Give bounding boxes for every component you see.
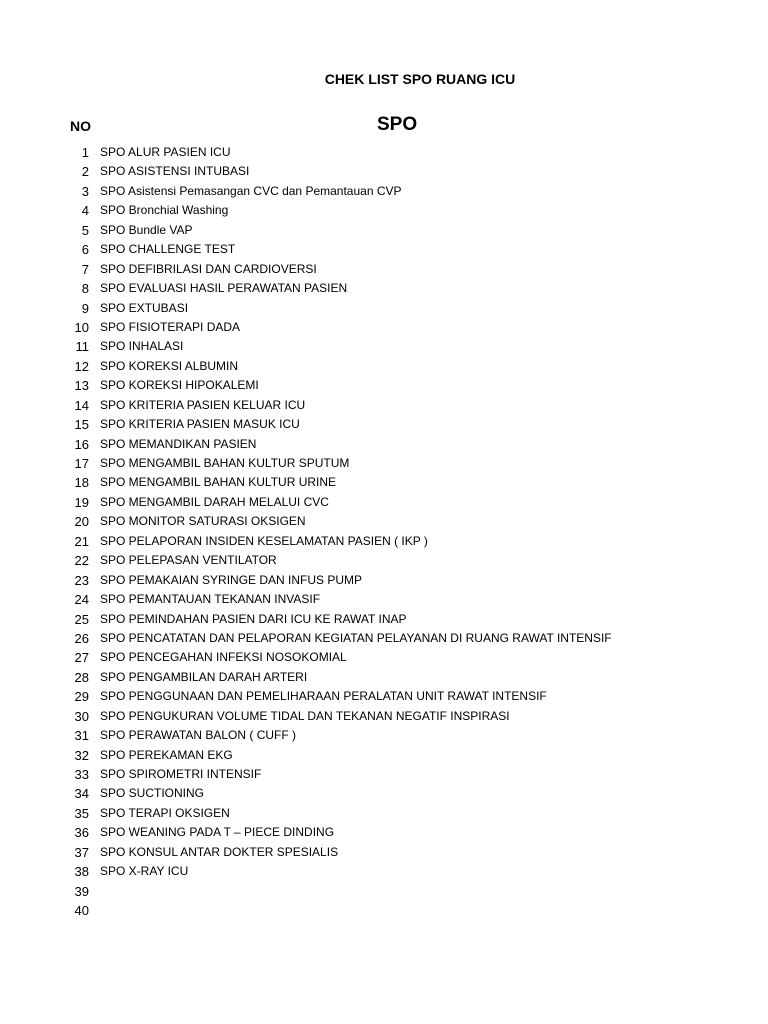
- checklist-row: [0, 610, 768, 629]
- row-spo-name: SPO PEMINDAHAN PASIEN DARI ICU KE RAWAT INAP: [100, 611, 407, 626]
- row-number: 13: [74, 378, 89, 394]
- row-number: 28: [74, 669, 89, 685]
- checklist-row: [0, 337, 768, 356]
- checklist-row: [0, 571, 768, 590]
- checklist-row: [0, 143, 768, 162]
- checklist-row: [0, 240, 768, 259]
- checklist-row: [0, 357, 768, 376]
- row-spo-name: SPO MONITOR SATURASI OKSIGEN: [100, 514, 306, 529]
- row-number: 5: [81, 222, 89, 238]
- row-spo-name: SPO Asistensi Pemasangan CVC dan Pemantauan CVP: [100, 183, 402, 198]
- checklist-row: [0, 435, 768, 454]
- row-spo-name: SPO KONSUL ANTAR DOKTER SPESIALIS: [100, 844, 339, 859]
- checklist-row: [0, 882, 768, 901]
- row-spo-name: SPO PENGUKURAN VOLUME TIDAL DAN TEKANAN NEGATIF INSPIRASI: [100, 708, 510, 723]
- row-number: 3: [81, 183, 89, 199]
- checklist-row: [0, 590, 768, 609]
- checklist-row: [0, 299, 768, 318]
- row-spo-name: SPO WEANING PADA T – PIECE DINDING: [100, 825, 335, 840]
- row-spo-name: SPO DEFIBRILASI DAN CARDIOVERSI: [100, 261, 317, 276]
- checklist-row: [0, 318, 768, 337]
- row-number: 1: [81, 145, 89, 160]
- checklist-row: [0, 726, 768, 745]
- row-number: 25: [74, 611, 89, 627]
- row-spo-name: SPO KRITERIA PASIEN MASUK ICU: [100, 417, 300, 432]
- row-number: 31: [74, 728, 89, 744]
- row-spo-name: SPO KRITERIA PASIEN KELUAR ICU: [100, 397, 306, 412]
- row-spo-name: SPO PEMANTAUAN TEKANAN INVASIF: [100, 592, 321, 607]
- checklist-row: [0, 493, 768, 512]
- row-number: 7: [81, 261, 89, 277]
- checklist-row: [0, 473, 768, 492]
- checklist-row: [0, 182, 768, 201]
- row-spo-name: SPO Bronchial Washing: [100, 203, 229, 218]
- row-spo-name: SPO MENGAMBIL DARAH MELALUI CVC: [100, 494, 329, 509]
- column-header-spo: SPO: [377, 114, 418, 135]
- row-number: 19: [74, 494, 89, 510]
- checklist-row: [0, 765, 768, 784]
- row-number: 17: [74, 456, 89, 471]
- checklist-row: [0, 629, 768, 648]
- row-number: 32: [74, 747, 89, 763]
- row-number: 11: [75, 339, 89, 355]
- checklist-row: [0, 415, 768, 434]
- checklist-row: [0, 162, 768, 181]
- row-spo-name: SPO PEREKAMAN EKG: [100, 747, 233, 762]
- checklist-row: [0, 201, 768, 220]
- row-number: 22: [74, 553, 89, 569]
- row-spo-name: SPO PELAPORAN INSIDEN KESELAMATAN PASIEN ( IKP ): [100, 533, 428, 548]
- row-number: 18: [74, 475, 89, 491]
- checklist-row: [0, 551, 768, 570]
- spo-checklist: [0, 143, 768, 921]
- row-spo-name: SPO PEMAKAIAN SYRINGE DAN INFUS PUMP: [100, 572, 363, 587]
- checklist-row: [0, 221, 768, 240]
- row-number: 33: [74, 767, 89, 782]
- checklist-row: [0, 707, 768, 726]
- checklist-row: [0, 901, 768, 920]
- row-number: 35: [74, 805, 89, 821]
- row-spo-name: SPO ALUR PASIEN ICU: [100, 145, 231, 159]
- row-number: 34: [74, 786, 89, 802]
- checklist-row: [0, 532, 768, 551]
- row-number: 20: [74, 514, 89, 530]
- checklist-row: [0, 512, 768, 531]
- checklist-row: [0, 804, 768, 823]
- row-spo-name: SPO MEMANDIKAN PASIEN: [100, 436, 257, 451]
- row-number: 14: [74, 397, 89, 413]
- checklist-row: [0, 746, 768, 765]
- row-spo-name: SPO KOREKSI ALBUMIN: [100, 358, 239, 373]
- row-spo-name: SPO ASISTENSI INTUBASI: [100, 164, 250, 179]
- row-spo-name: SPO MENGAMBIL BAHAN KULTUR URINE: [100, 475, 337, 490]
- row-spo-name: SPO PENGGUNAAN DAN PEMELIHARAAN PERALATAN UNIT RAWAT INTENSIF: [100, 689, 547, 704]
- row-spo-name: SPO PELEPASAN VENTILATOR: [100, 553, 277, 568]
- row-number: 6: [81, 242, 89, 258]
- document-title: CHEK LIST SPO RUANG ICU: [324, 71, 516, 87]
- row-number: 29: [74, 689, 89, 705]
- row-number: 12: [74, 358, 89, 374]
- row-spo-name: SPO EXTUBASI: [100, 300, 189, 315]
- row-spo-name: SPO PENGAMBILAN DARAH ARTERI: [100, 669, 308, 684]
- checklist-row: [0, 454, 768, 473]
- row-number: 4: [81, 203, 89, 219]
- row-number: 38: [74, 864, 89, 880]
- checklist-row: [0, 843, 768, 862]
- row-spo-name: SPO Bundle VAP: [100, 222, 193, 237]
- row-spo-name: SPO PERAWATAN BALON ( CUFF ): [100, 728, 297, 743]
- row-spo-name: SPO TERAPI OKSIGEN: [100, 805, 230, 820]
- row-number: 9: [81, 300, 89, 316]
- row-number: 10: [74, 319, 89, 335]
- row-number: 37: [74, 844, 89, 860]
- row-spo-name: SPO CHALLENGE TEST: [100, 242, 236, 257]
- row-spo-name: SPO FISIOTERAPI DADA: [100, 319, 241, 334]
- row-number: 23: [74, 572, 89, 588]
- row-number: 26: [74, 630, 89, 646]
- row-spo-name: SPO MENGAMBIL BAHAN KULTUR SPUTUM: [100, 456, 350, 470]
- row-spo-name: SPO SUCTIONING: [100, 786, 205, 801]
- checklist-row: [0, 648, 768, 667]
- row-spo-name: SPO INHALASI: [100, 339, 184, 354]
- row-spo-name: SPO PENCEGAHAN INFEKSI NOSOKOMIAL: [100, 650, 347, 665]
- row-number: 8: [81, 281, 89, 297]
- row-number: 30: [74, 708, 89, 724]
- row-spo-name: SPO PENCATATAN DAN PELAPORAN KEGIATAN PELAYANAN DI RUANG RAWAT INTENSIF: [100, 630, 612, 645]
- checklist-row: [0, 687, 768, 706]
- checklist-row: [0, 260, 768, 279]
- row-spo-name: SPO X-RAY ICU: [100, 864, 189, 879]
- checklist-row: [0, 279, 768, 298]
- row-number: 40: [74, 903, 89, 919]
- checklist-row: [0, 376, 768, 395]
- row-spo-name: SPO SPIROMETRI INTENSIF: [100, 767, 262, 781]
- row-number: 15: [74, 417, 89, 433]
- row-number: 16: [74, 436, 89, 452]
- checklist-row: [0, 784, 768, 803]
- checklist-row: [0, 862, 768, 881]
- checklist-row: [0, 668, 768, 687]
- row-spo-name: SPO EVALUASI HASIL PERAWATAN PASIEN: [100, 281, 348, 296]
- column-header-no: NO: [70, 118, 91, 134]
- row-number: 39: [74, 883, 89, 899]
- row-number: 24: [74, 592, 89, 608]
- row-spo-name: SPO KOREKSI HIPOKALEMI: [100, 378, 259, 393]
- checklist-row: [0, 396, 768, 415]
- row-number: 2: [81, 164, 89, 180]
- row-number: 21: [74, 533, 89, 549]
- row-number: 27: [74, 650, 89, 666]
- row-number: 36: [74, 825, 89, 841]
- checklist-row: [0, 823, 768, 842]
